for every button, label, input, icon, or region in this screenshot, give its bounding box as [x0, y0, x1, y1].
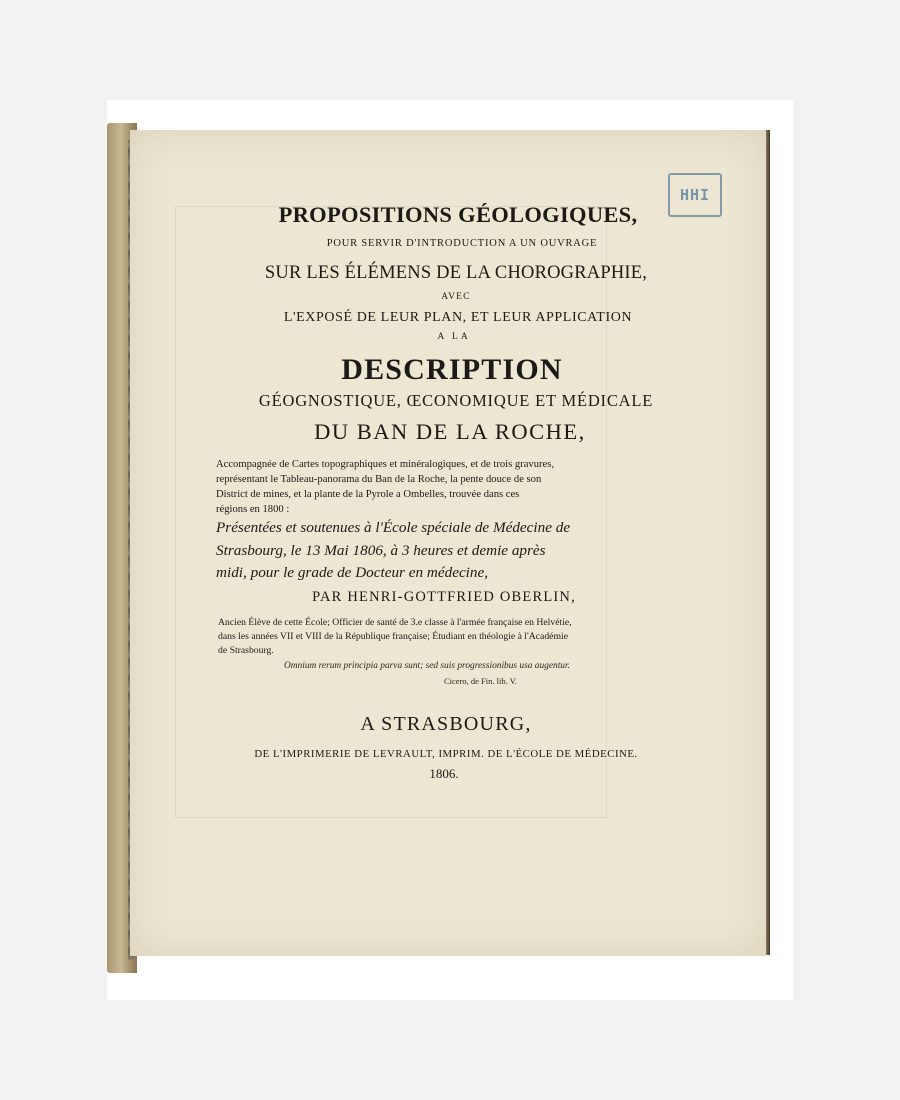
conjunction-a-la: A LA	[437, 332, 471, 342]
imprint-place: A STRASBOURG,	[360, 713, 532, 735]
author-bio-line: de Strasbourg.	[218, 645, 274, 656]
conjunction-avec: AVEC	[441, 292, 471, 302]
author-name: PAR HENRI-GOTTFRIED OBERLIN,	[312, 589, 576, 605]
description-line: Accompagnée de Cartes topographiques et minéralogiques, et de trois gravures,	[216, 459, 555, 470]
defense-line: midi, pour le grade de Docteur en médecine,	[216, 564, 489, 581]
description-paragraph	[216, 457, 626, 517]
title-page	[130, 130, 766, 956]
main-word-description: DESCRIPTION	[341, 353, 563, 386]
subtitle-line-5: DU BAN DE LA ROCHE,	[314, 419, 586, 444]
imprint-printer: DE L'IMPRIMERIE DE LEVRAULT, IMPRIM. DE L'ÉCOLE DE MÉDECINE.	[254, 748, 638, 760]
description-line: régions en 1800 :	[216, 504, 290, 515]
subtitle-line-1: POUR SERVIR D'INTRODUCTION A UN OUVRAGE	[326, 238, 598, 249]
subtitle-line-4: GÉOGNOSTIQUE, ŒCONOMIQUE ET MÉDICALE	[258, 391, 654, 410]
defense-line: Strasbourg, le 13 Mai 1806, à 3 heures et demie après	[216, 541, 546, 559]
library-stamp: HHI	[668, 173, 722, 217]
latin-motto: Omnium rerum principia parva sunt; sed suis progressionibus usa augentur.	[284, 661, 570, 671]
author-bio-line: dans les années VII et VIII de la République française; Étudiant en théologie à l'Académie	[218, 631, 569, 642]
author-bio-line: Ancien Élève de cette École; Officier de santé de 3.e classe à l'armée française en Helvétie,	[218, 617, 572, 628]
book-title: PROPOSITIONS GÉOLOGIQUES,	[278, 202, 638, 227]
defense-paragraph	[216, 517, 630, 585]
imprint-year: 1806.	[429, 766, 459, 781]
subtitle-line-3: L'EXPOSÉ DE LEUR PLAN, ET LEUR APPLICATION	[283, 310, 633, 325]
subtitle-line-2: SUR LES ÉLÉMENS DE LA CHOROGRAPHIE,	[264, 263, 648, 283]
description-line: District de mines, et la plante de la Pyrole a Ombelles, trouvée dans ces	[216, 489, 520, 500]
defense-line: Présentées et soutenues à l'École spéciale de Médecine de	[216, 519, 571, 536]
author-bio	[218, 616, 636, 658]
description-line: représentant le Tableau-panorama du Ban de la Roche, la pente douce de son	[216, 474, 542, 485]
motto-citation: Cicero, de Fin. lib. V.	[444, 676, 517, 686]
